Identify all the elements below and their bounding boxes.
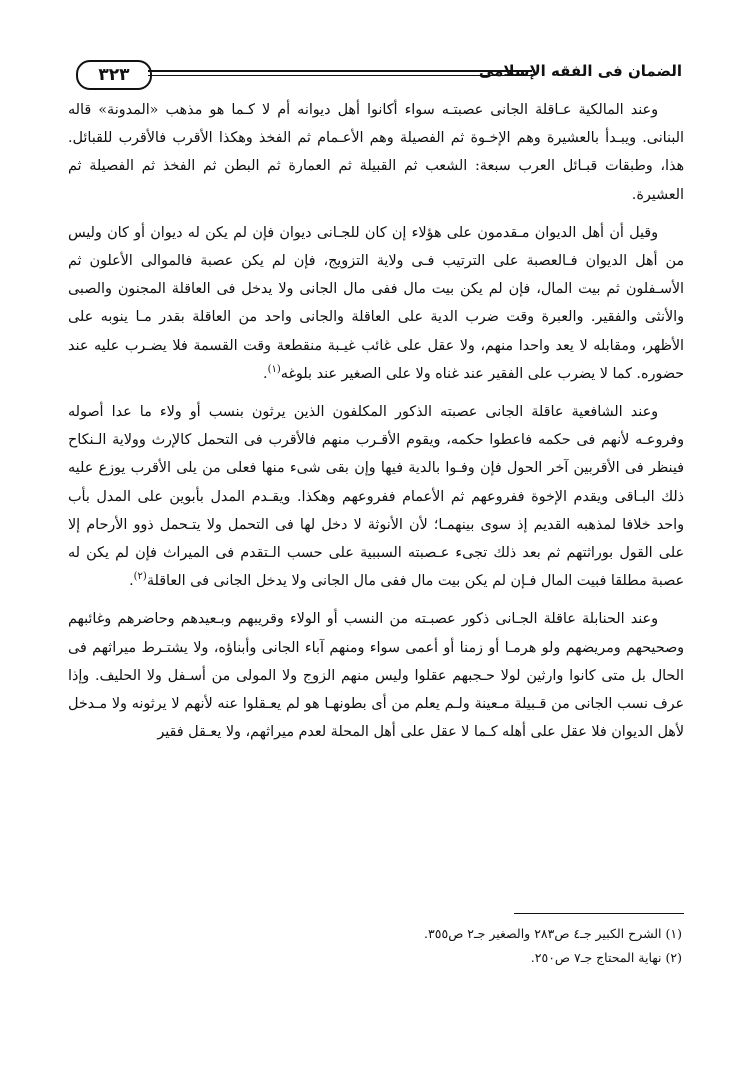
footnote: (٢) نهاية المحتاج جـ٧ ص٢٥٠.: [530, 950, 682, 965]
paragraph-text: وعند المالكية عـاقلة الجانى عصبتـه سواء أكانوا أهل ديوانه أم لا كـما هو مذهب «المدونة» قاله البنانى. ويبـدأ بالعشيرة وهم الإخـوة ثم الفصيلة وهم الأعـمام ثم الفخذ وهكذا الأقرب فالأقرب للقبائل. هذا، وطبقات قبـائل العرب سبعة: الشعب ثم القبيلة ثم العمارة ثم البطن ثم الفخذ ثم الفصيلة ثم العشيرة.: [68, 102, 684, 203]
footnote: (١) الشرح الكبير جـ٤ ص٢٨٣ والصغير جـ٢ ص٣٥٥.: [424, 926, 682, 941]
paragraph-text: وقيل أن أهل الديوان مـقدمون على هؤلاء إن كان للجـانى ديوان فإن لم يكن له ديوان أو كان وليس من أهل الديوان فـالعصبة على الترتيب فـى ولاية التزويج، فإن لم يكن عصبة فالموالى الأعلون ثم الأسـفلون ثم بيت المال، فإن لم يكن بيت مال ففى مال الجانى ولا يدخل فى العاقلة المجنون والصبى والأنثى والفقير. والعبرة وقت ضرب الدية على العاقلة والجانى واحد من العاقلة بقدر مـا ينوبه على الأظهر، ومقابله لا يعد واحدا منهم، ولا عقل على غائب غيـبة منقطعة وقت القسمة فلا يضـرب عليه عند حضوره. كما لا يضرب على الفقير عند غناه ولا على الصغير عند بلوغه: [68, 224, 684, 382]
paragraph-hanbali: [68, 605, 684, 746]
header-rule-thin: [148, 75, 532, 76]
paragraph-text: وعند الحنابلة عاقلة الجـانى ذكور عصبـته من النسب أو الولاء وقريبهم وبـعيدهم وحاضرهم وغائبهم وصحيحهم ومريضهم ولو هرمـا أو زمنا أو أعمى سواء ومنهم آباء الجانى وأبناؤه، ولا يشتـرط ميراثهم فى الحال بل متى كانوا وارثين لولا حـجبهم عقلوا وليس منهم الزوج ولا المولى من أسـفل ولا الحليف. وإذا عرف نسب الجانى من قـبيلة مـعينة ولـم يعلم من أى بطونهـا هو لم يعـقلوا عنه لأنهم لا يرثونه ولا مـدخل لأهل الديوان فلا عقل على أهله كـما لا عقل على أهل المحلة لعدم ميراثهم، ولا يعـقل فقير: [68, 611, 684, 741]
main-text: [68, 96, 684, 756]
paragraph-maliki: [68, 96, 684, 209]
paragraph-text: وعند الشافعية عاقلة الجانى عصبته الذكور المكلفون الذين يرثون بنسب أو ولاء ما عدا أصوله وفروعـه لأنهم فى حكمه فاعطوا حكمه، ويقوم الأقـرب منهم فالأقرب فى التحمل كالإرث وولاية الـنكاح فينظر فى الأقربين آخر الحول فإن وفـوا بالدية فيها وإن بقى شىء منها فعلى من يلى الأقرب يوزع عليه ذلك البـاقى ويقدم الإخوة ففروعهم ثم الأعمام ففروعهم وهكذا. ويقـدم المدل بأبوين على المدل بأب واحد خلافا لمذهبه القديم إذ سوى بينهمـا؛ لأن الأنوثة لا دخل لها فى التحمل ولا يتـحمل ذوو الأرحام إلا على القول بوراثتهم ثم بعد ذلك تجىء عـصبته السببية على حسب الـتقدم فى الميراث فإن لم يكن له عصبة مطلقا فبيت المال فـإن لم يكن بيت مال ففى مال الجانى ولا يدخل الجانى فى العاقلة: [68, 404, 684, 590]
footnote-ref: (٢): [133, 571, 147, 583]
footnote-separator: [514, 913, 684, 914]
footnote-ref: (١): [267, 364, 281, 376]
footnotes: [70, 922, 682, 970]
page-number: ٣٢٣: [76, 60, 152, 90]
paragraph-diwan: وقيل أن أهل الديوان مـقدمون على هؤلاء إن كان للجـانى ديوان فإن لم يكن له ديوان أو كان وليس من أهل الديوان فـالعصبة على الترتيب فـى ولاية التزويج، فإن لم يكن عصبة فالموالى الأعلون ثم الأسـفلون ثم بيت المال، فإن لم يكن بيت مال ففى مال الجانى ولا يدخل فى العاقلة المجنون والصبى والأنثى والفقير. والعبرة وقت ضرب الدية على العاقلة والجانى واحد من العاقلة بقدر مـا ينوبه على الأظهر، ومقابله لا يعد واحدا منهم، ولا عقل على غائب غيـبة منقطعة وقت القسمة فلا يضـرب عليه عند حضوره. كما لا يضرب على الفقير عند غناه ولا على الصغير عند بلوغه$^{(١)}$.: [68, 224, 684, 382]
running-header: [70, 60, 682, 94]
paragraph-shafii: وعند الشافعية عاقلة الجانى عصبته الذكور المكلفون الذين يرثون بنسب أو ولاء ما عدا أصوله وفروعـه لأنهم فى حكمه فاعطوا حكمه، ويقوم الأقـرب منهم فالأقرب فى التحمل كالإرث وولاية الـنكاح فينظر فى الأقربين آخر الحول فإن وفـوا بالدية فيها وإن بقى شىء منها فعلى من يلى الأقرب يوزع عليه ذلك البـاقى ويقدم الإخوة ففروعهم ثم الأعمام ففروعهم وهكذا. ويقـدم المدل بأبوين على المدل بأب واحد خلافا لمذهبه القديم إذ سوى بينهمـا؛ لأن الأنوثة لا دخل لها فى التحمل ولا يتـحمل ذوو الأرحام إلا على القول بوراثتهم ثم بعد ذلك تجىء عـصبته السببية على حسب الـتقدم فى الميراث فإن لم يكن له عصبة مطلقا فبيت المال فـإن لم يكن بيت مال ففى مال الجانى ولا يدخل الجانى فى العاقلة$^{(٢)}$.: [68, 404, 684, 590]
header-rule: [148, 70, 532, 72]
book-title: الضمان فى الفقه الإسلامى: [478, 62, 682, 80]
